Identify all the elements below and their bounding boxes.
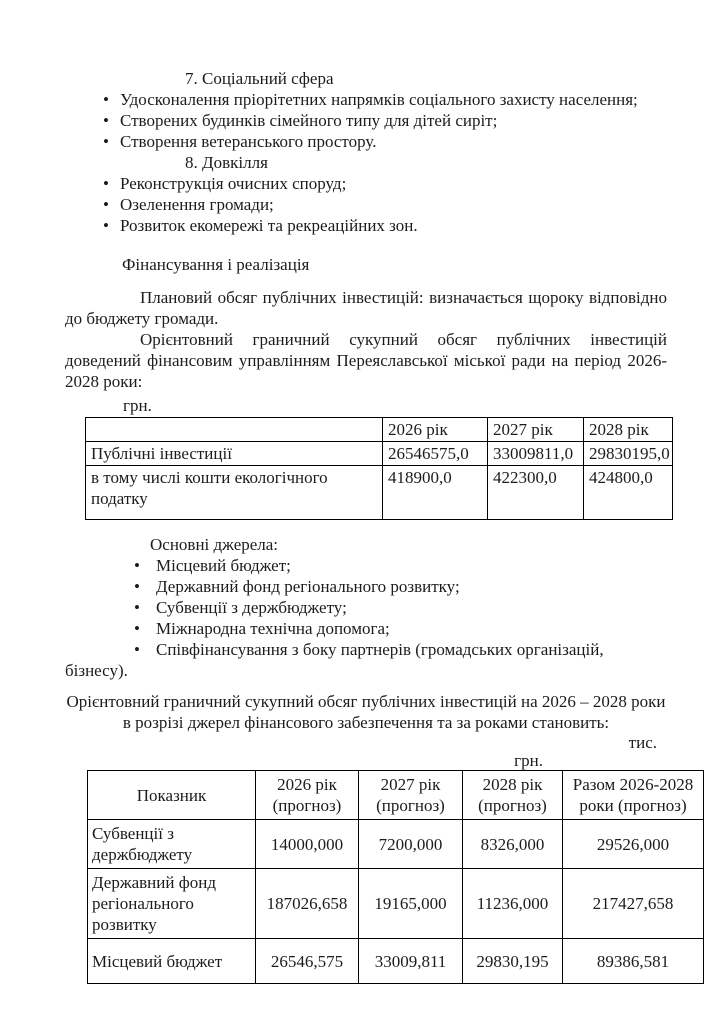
- table-header-cell: Разом 2026-2028 роки (прогноз): [563, 771, 704, 820]
- bullet-text: Державний фонд регіонального розвитку;: [156, 577, 460, 596]
- bullet-item: [65, 131, 667, 152]
- table-cell: 8326,000: [463, 820, 563, 869]
- bullet-item: [65, 110, 667, 131]
- table-cell: 29830195,0: [584, 442, 673, 466]
- table-header-cell: Показник: [88, 771, 256, 820]
- table-header-cell-empty: [86, 418, 383, 442]
- bullet-text: Створення ветеранського простору.: [120, 132, 377, 151]
- bullet-icon: •: [134, 577, 140, 596]
- paragraph-approx-volume: Орієнтовний граничний сукупний обсяг публічних інвестицій доведений фінансовим управлінням Переяславської міської ради на період 2026-2028 роки:: [65, 330, 667, 391]
- table-cell: 33009811,0: [488, 442, 584, 466]
- bullet-icon: •: [134, 619, 140, 638]
- table-cell: 424800,0: [584, 466, 673, 520]
- table-row-label: Публічні інвестиції: [86, 442, 383, 466]
- bullet-item: [65, 576, 667, 597]
- bullet-continuation-text: бізнесу).: [65, 661, 128, 680]
- bullet-item: [65, 597, 667, 618]
- table-header-cell: 2027 рік (прогноз): [359, 771, 463, 820]
- table2-unit-label-hryvnia: грн.: [514, 751, 543, 770]
- bullet-text: Субвенції з держбюджету;: [156, 598, 347, 617]
- public-investments-table: [85, 417, 673, 520]
- bullet-text: Озеленення громади;: [120, 195, 274, 214]
- table-cell: 217427,658: [563, 869, 704, 939]
- bullet-item: [65, 89, 667, 110]
- section-7-heading: 7. Соціальний сфера: [185, 69, 334, 88]
- bullet-text: Міжнародна технічна допомога;: [156, 619, 390, 638]
- financing-heading: Фінансування і реалізація: [122, 255, 310, 274]
- bullet-item: [65, 194, 667, 215]
- bullet-text: Створених будинків сімейного типу для дітей сиріт;: [120, 111, 498, 130]
- table-cell: 29830,195: [463, 939, 563, 984]
- table-header-cell: 2028 рік: [584, 418, 673, 442]
- table-cell: 11236,000: [463, 869, 563, 939]
- table-header-cell: 2028 рік (прогноз): [463, 771, 563, 820]
- table-header-row: [88, 771, 704, 820]
- paragraph-sources-breakdown: Орієнтовний граничний сукупний обсяг публічних інвестицій на 2026 – 2028 роки в розрізі джерел фінансового забезпечення та за роками становить:: [66, 692, 666, 732]
- bullet-text: Співфінансування з боку партнерів (громадських організацій,: [156, 640, 604, 659]
- table-row: [86, 466, 673, 520]
- bullet-item: [65, 555, 667, 576]
- table-row: [88, 820, 704, 869]
- table-cell: 26546,575: [256, 939, 359, 984]
- table-header-cell: 2026 рік (прогноз): [256, 771, 359, 820]
- bullet-item: [65, 173, 667, 194]
- table-cell: 418900,0: [383, 466, 488, 520]
- table-header-cell: 2026 рік: [383, 418, 488, 442]
- table2-unit-label-thousand: тис.: [628, 733, 657, 752]
- table-cell: 26546575,0: [383, 442, 488, 466]
- bullet-icon: •: [134, 556, 140, 575]
- table-cell: 19165,000: [359, 869, 463, 939]
- bullet-text: Місцевий бюджет;: [156, 556, 291, 575]
- bullet-icon: •: [103, 174, 109, 193]
- bullet-item: [65, 639, 667, 660]
- bullet-icon: •: [134, 598, 140, 617]
- table-row: [88, 939, 704, 984]
- bullet-icon: •: [103, 132, 109, 151]
- bullet-text: Реконструкція очисних споруд;: [120, 174, 347, 193]
- bullet-text: Розвиток екомережі та рекреаційних зон.: [120, 216, 418, 235]
- table-cell: 7200,000: [359, 820, 463, 869]
- bullet-icon: •: [103, 216, 109, 235]
- bullet-icon: •: [134, 640, 140, 659]
- table-row-label: Місцевий бюджет: [88, 939, 256, 984]
- forecast-by-sources-table: [87, 770, 704, 984]
- table-row-label: в тому числі кошти екологічного податку: [86, 466, 383, 520]
- paragraph-planned-volume: Плановий обсяг публічних інвестицій: визначається щороку відповідно до бюджету громади.: [65, 288, 667, 328]
- table-row: [88, 869, 704, 939]
- bullet-item: [65, 215, 667, 236]
- table-cell: 33009,811: [359, 939, 463, 984]
- table-header-row: [86, 418, 673, 442]
- bullet-icon: •: [103, 111, 109, 130]
- table-row-label: Державний фонд регіонального розвитку: [88, 869, 256, 939]
- table-cell: 422300,0: [488, 466, 584, 520]
- bullet-item: [65, 618, 667, 639]
- section-8-heading: 8. Довкілля: [185, 153, 268, 172]
- table-cell: 187026,658: [256, 869, 359, 939]
- table-cell: 14000,000: [256, 820, 359, 869]
- table1-unit-label: грн.: [123, 396, 152, 415]
- bullet-icon: •: [103, 195, 109, 214]
- bullet-icon: •: [103, 90, 109, 109]
- table-header-cell: 2027 рік: [488, 418, 584, 442]
- table-cell: 89386,581: [563, 939, 704, 984]
- sources-heading: Основні джерела:: [150, 535, 279, 554]
- table-cell: 29526,000: [563, 820, 704, 869]
- table-row-label: Субвенції з держбюджету: [88, 820, 256, 869]
- bullet-text: Удосконалення пріорітетних напрямків соціального захисту населення;: [120, 90, 638, 109]
- table-row: [86, 442, 673, 466]
